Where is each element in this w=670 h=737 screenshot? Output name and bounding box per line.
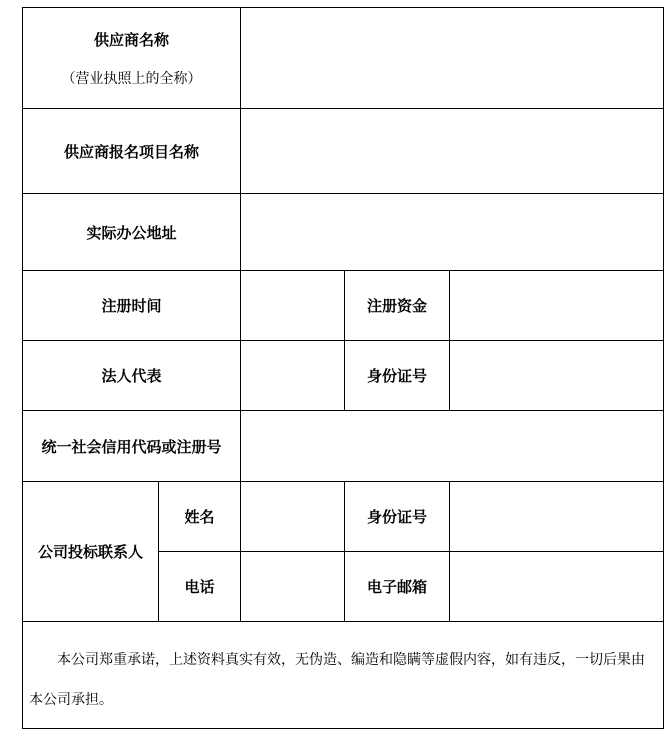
legal-representative-field[interactable] (241, 341, 345, 411)
contact-name-field[interactable] (241, 482, 345, 552)
row-registration (23, 271, 664, 341)
supplier-name-field[interactable] (241, 8, 664, 109)
contact-email-label: 电子邮箱 (345, 552, 450, 622)
supplier-name-label: 供应商名称 (93, 30, 169, 49)
row-legal-rep (23, 341, 664, 411)
project-name-label: 供应商报名项目名称 (23, 109, 241, 194)
contact-name-label: 姓名 (159, 482, 241, 552)
contact-label: 公司投标联系人 (23, 482, 159, 622)
project-name-field[interactable] (241, 109, 664, 194)
legal-id-number-field[interactable] (450, 341, 664, 411)
registered-capital-label: 注册资金 (345, 271, 450, 341)
credit-code-field[interactable] (241, 411, 664, 482)
office-address-field[interactable] (241, 194, 664, 271)
registration-time-field[interactable] (241, 271, 345, 341)
supplier-name-label-cell (23, 8, 241, 109)
credit-code-label: 统一社会信用代码或注册号 (23, 411, 241, 482)
registration-time-label: 注册时间 (23, 271, 241, 341)
declaration-cell (23, 622, 664, 729)
legal-id-number-label: 身份证号 (345, 341, 450, 411)
row-supplier-name (23, 8, 664, 109)
row-credit-code (23, 411, 664, 482)
supplier-registration-form (22, 7, 664, 729)
supplier-name-note: （营业执照上的全称） (61, 70, 202, 87)
row-project-name (23, 109, 664, 194)
office-address-label: 实际办公地址 (23, 194, 241, 271)
row-office-address (23, 194, 664, 271)
legal-representative-label: 法人代表 (23, 341, 241, 411)
contact-id-number-field[interactable] (450, 482, 664, 552)
contact-id-number-label: 身份证号 (345, 482, 450, 552)
row-contact-name (23, 482, 664, 552)
declaration-text: 本公司郑重承诺，上述资料真实有效，无伪造、编造和隐瞒等虚假内容，如有违反，一切后果由本公司承担。 (29, 652, 645, 708)
contact-phone-field[interactable] (241, 552, 345, 622)
contact-email-field[interactable] (450, 552, 664, 622)
contact-phone-label: 电话 (159, 552, 241, 622)
row-declaration (23, 622, 664, 729)
registered-capital-field[interactable] (450, 271, 664, 341)
